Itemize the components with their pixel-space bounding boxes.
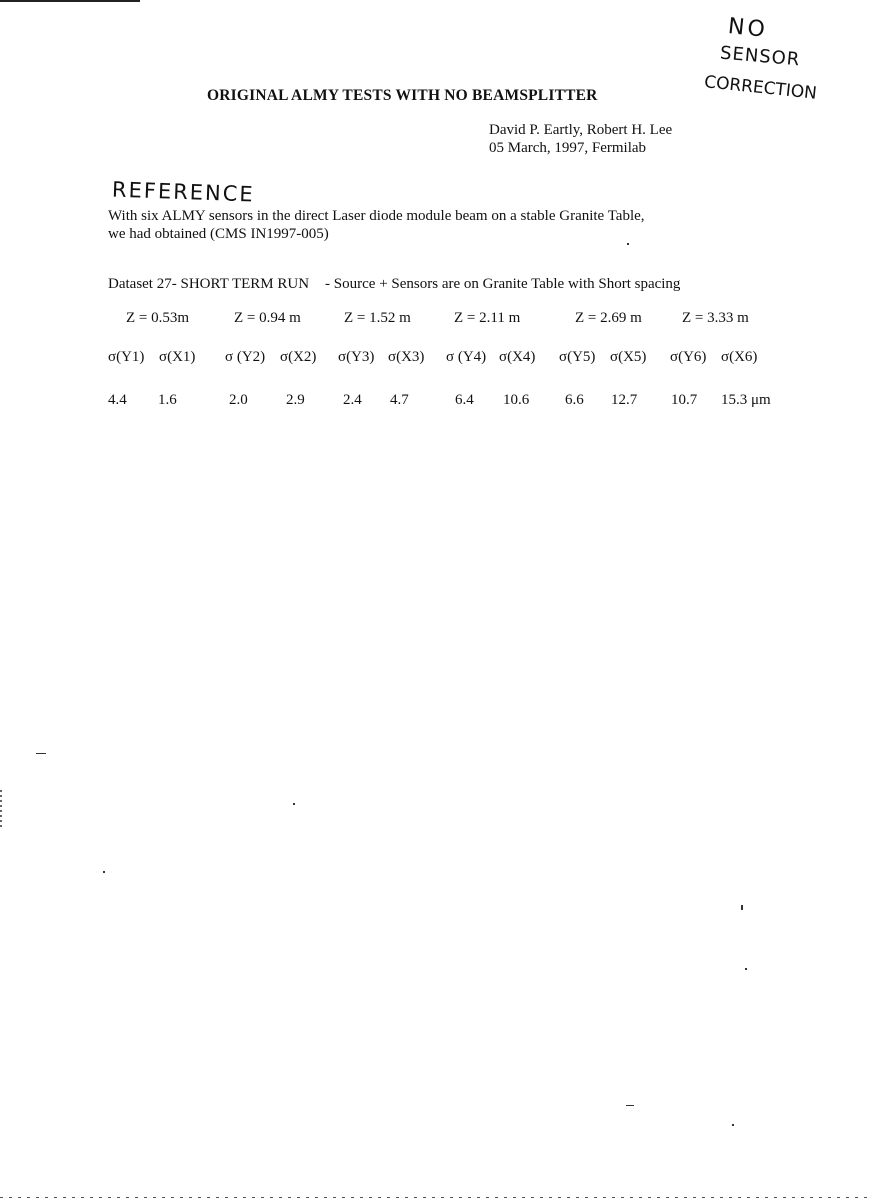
author-block (489, 121, 672, 157)
dataset-label: Dataset 27- SHORT TERM RUN (108, 276, 310, 292)
z-position-cell: Z = 2.11 m (454, 310, 521, 326)
sigma-header-cell: σ(X3) (388, 349, 425, 365)
scan-speck (36, 753, 46, 754)
scan-speck (627, 243, 629, 245)
sigma-header-cell: σ(X6) (721, 349, 758, 365)
sigma-value-cell: 2.0 (229, 392, 248, 408)
sigma-value-row (0, 392, 870, 412)
z-position-cell: Z = 2.69 m (575, 310, 642, 326)
sigma-value-cell: 4.7 (390, 392, 409, 408)
handwritten-note-sensor: SENSOR (719, 42, 802, 71)
sigma-value-cell: 2.4 (343, 392, 362, 408)
sigma-value-cell: 6.6 (565, 392, 584, 408)
sigma-value-cell: 12.7 (611, 392, 638, 408)
sigma-header-cell: σ(X4) (499, 349, 536, 365)
intro-paragraph (108, 207, 645, 243)
sigma-value-cell: 1.6 (158, 392, 177, 408)
scan-artifact-bottom (0, 1197, 870, 1198)
z-position-cell: Z = 3.33 m (682, 310, 749, 326)
handwritten-note-no: NO (726, 13, 769, 44)
intro-line-2: we had obtained (CMS IN1997-005) (108, 226, 329, 242)
sigma-header-cell: σ(Y3) (338, 349, 375, 365)
sigma-header-cell: σ (Y4) (446, 349, 487, 365)
date-line: 05 March, 1997, Fermilab (489, 140, 647, 156)
sigma-value-cell: 10.6 (503, 392, 530, 408)
sigma-header-cell: σ (Y2) (225, 349, 266, 365)
z-position-cell: Z = 0.94 m (234, 310, 301, 326)
scan-artifact-left (0, 790, 2, 830)
sigma-header-cell: σ(Y6) (670, 349, 707, 365)
sigma-header-row (0, 349, 870, 369)
scan-speck (741, 905, 743, 910)
sigma-header-cell: σ(Y5) (559, 349, 596, 365)
scan-artifact-top (0, 0, 140, 2)
scan-speck (745, 968, 747, 970)
intro-line-1: With six ALMY sensors in the direct Laser diode module beam on a stable Granite Table, (108, 208, 645, 224)
author-line: David P. Eartly, Robert H. Lee (489, 122, 673, 138)
scan-speck (293, 803, 295, 805)
sigma-value-cell: 10.7 (671, 392, 698, 408)
sigma-header-cell: σ(X2) (280, 349, 317, 365)
scan-speck (732, 1124, 734, 1126)
z-position-row (0, 310, 870, 330)
handwritten-reference-label: REFERENCE (111, 177, 256, 207)
scan-speck (626, 1105, 634, 1106)
sigma-header-cell: σ(X5) (610, 349, 647, 365)
z-position-cell: Z = 1.52 m (344, 310, 411, 326)
handwritten-note-correction: CORRECTION (703, 72, 818, 104)
sigma-value-cell: 6.4 (455, 392, 474, 408)
sigma-header-cell: σ(Y1) (108, 349, 145, 365)
sigma-value-cell: 2.9 (286, 392, 305, 408)
sigma-value-cell: 15.3 μm (721, 392, 771, 408)
z-position-cell: Z = 0.53m (126, 310, 190, 326)
document-title: ORIGINAL ALMY TESTS WITH NO BEAMSPLITTER (207, 87, 598, 104)
sigma-header-cell: σ(X1) (159, 349, 196, 365)
dataset-line (108, 276, 680, 293)
scan-speck (103, 871, 105, 873)
dataset-description: - Source + Sensors are on Granite Table with Short spacing (325, 276, 681, 292)
sigma-value-cell: 4.4 (108, 392, 127, 408)
